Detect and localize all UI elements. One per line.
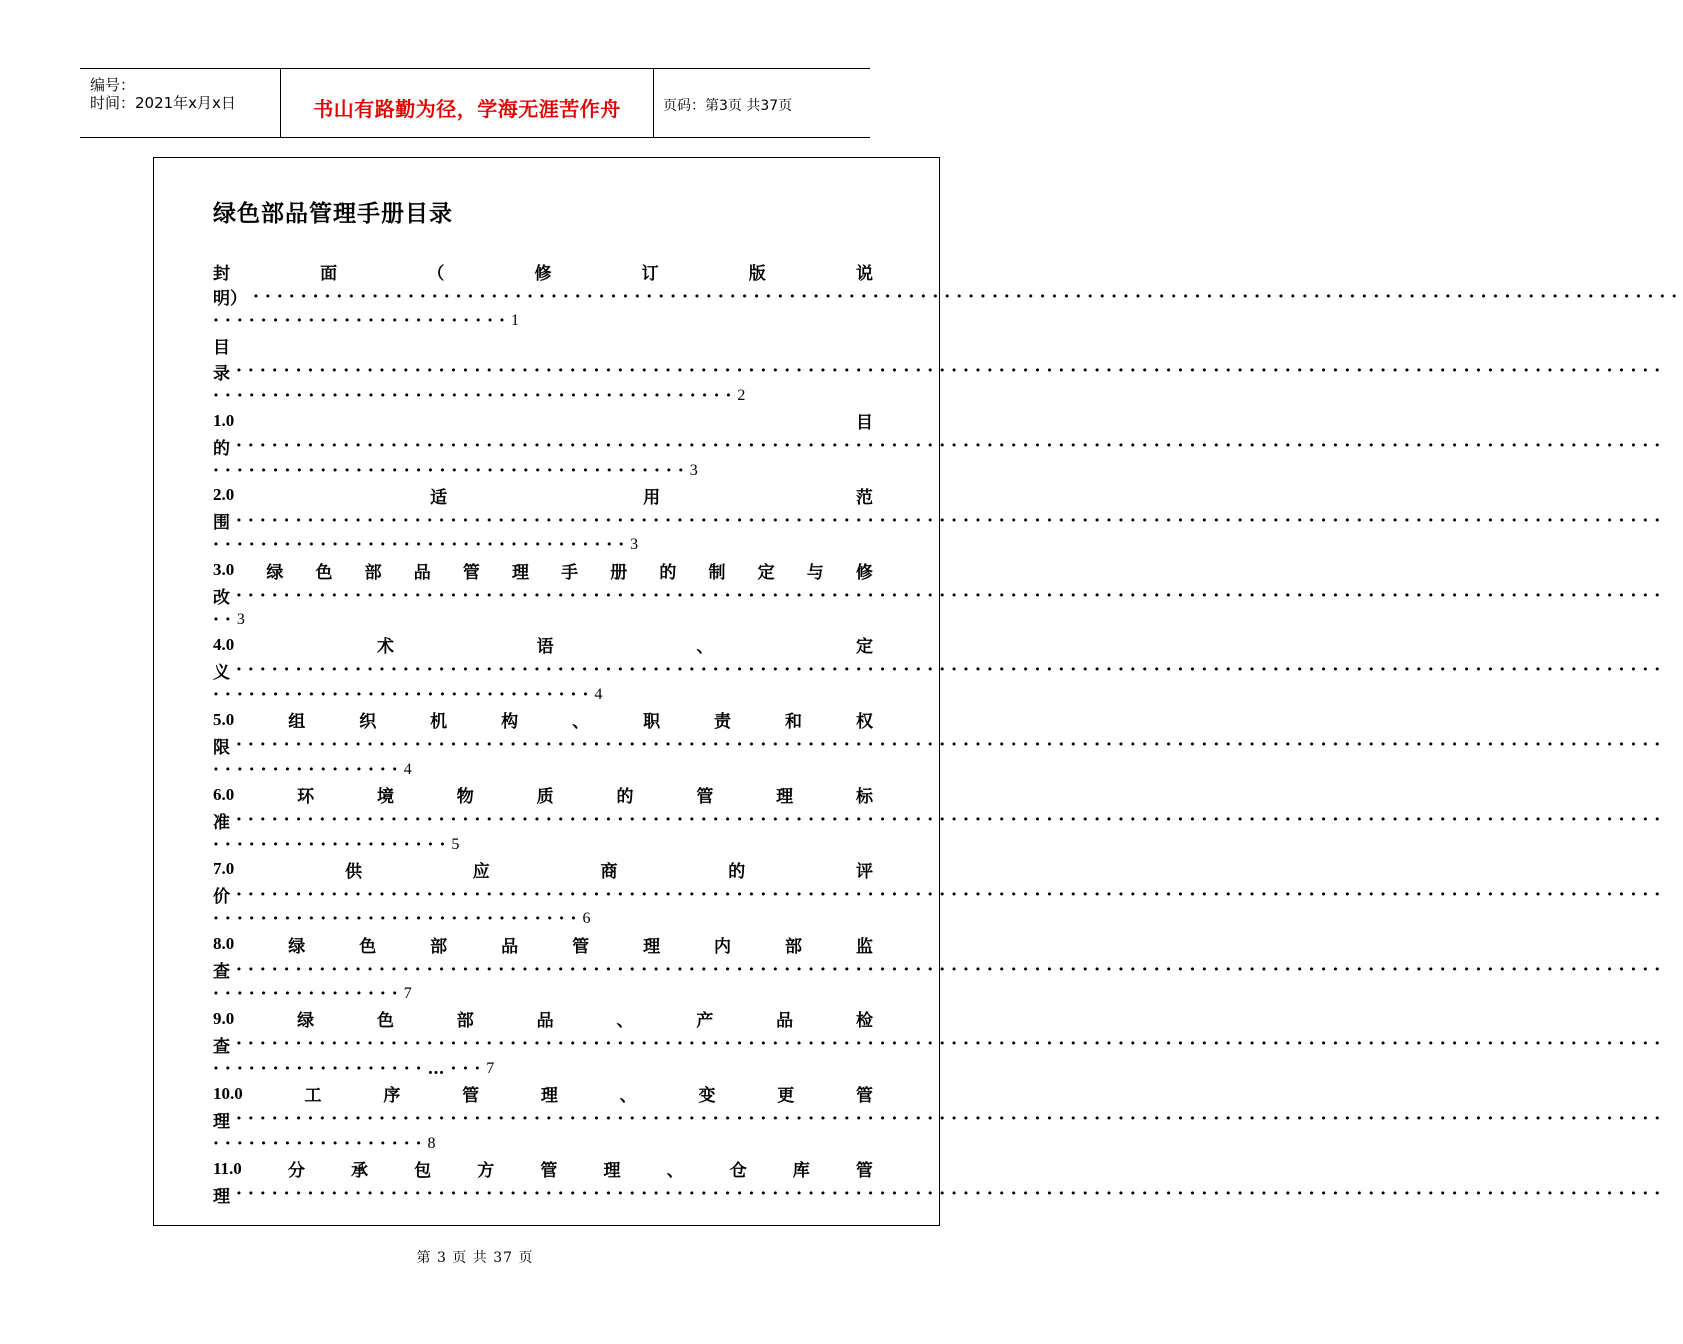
toc-page-number: 4 <box>594 685 603 703</box>
toc-title-char: 理 <box>540 1086 558 1107</box>
toc-title-char: 管 <box>540 1161 558 1182</box>
toc-tail-dots: ································ <box>213 684 595 705</box>
toc-title-char: 修 <box>534 263 552 284</box>
toc-leader-dots: ························································································································ <box>236 810 1667 831</box>
toc-title-char: 理 <box>776 787 794 808</box>
toc-title-char: 色 <box>376 1011 394 1032</box>
toc-title-char: 包 <box>414 1161 432 1182</box>
toc-section-number: 3.0 <box>213 560 235 580</box>
toc-title-char: 定 <box>856 637 873 658</box>
toc-section-number: 9.0 <box>213 1008 235 1028</box>
toc-tail-dots: ······························· <box>213 909 583 930</box>
toc-entry-leader-line <box>213 359 1667 384</box>
toc-title-char: 管 <box>696 787 714 808</box>
toc-leader-dots: ························································································································ <box>236 1109 1667 1130</box>
toc-entry <box>213 782 1667 857</box>
toc-title-last: 的 <box>213 438 230 459</box>
document-title: 绿色部品管理手册目录 <box>213 200 453 227</box>
toc-entry-title-line <box>213 408 873 434</box>
toc-title-char: 变 <box>698 1086 716 1107</box>
toc-entry-page-line <box>213 907 873 931</box>
time-label: 时间：2021年x月x日 <box>90 94 236 112</box>
toc-title-char: 构 <box>501 712 519 733</box>
toc-entry-title-line <box>213 632 873 658</box>
toc-title-char: 环 <box>297 787 315 808</box>
toc-entry-title-line <box>213 782 873 808</box>
toc-title-last: 查 <box>213 962 230 983</box>
toc-title-char: 理 <box>512 562 529 583</box>
toc-title-char: 范 <box>855 487 873 508</box>
toc-tail-dots: ················ <box>213 759 404 780</box>
toc-entry-leader-line <box>213 882 1667 908</box>
toc-section-number: 6.0 <box>213 784 235 804</box>
toc-title-char: 部 <box>785 936 802 957</box>
number-label: 编号： <box>90 76 136 94</box>
toc-title-char: 语 <box>536 637 554 658</box>
header-table <box>80 68 870 138</box>
toc-leader-dots: ························································································································ <box>236 959 1667 980</box>
toc-tail-dots: ·················· <box>213 1133 428 1154</box>
toc-title-last: 改 <box>213 588 230 609</box>
toc-entry <box>213 258 1683 333</box>
toc-entry-leader-line <box>213 658 1667 683</box>
toc-title-char: 序 <box>383 1086 401 1107</box>
toc-title-char: 部 <box>430 936 448 957</box>
toc-tail-dots: ··································· <box>213 535 631 556</box>
toc-page-number: 7 <box>403 985 412 1003</box>
toc-section-number: 7.0 <box>213 859 235 879</box>
toc-entry-page-line <box>213 833 873 857</box>
toc-page-number: 4 <box>403 760 412 778</box>
toc-entry <box>213 1081 1667 1156</box>
toc-title-char: 术 <box>376 637 394 658</box>
toc-entry-leader-line <box>213 1107 1667 1132</box>
toc-title-char: 境 <box>376 787 394 808</box>
toc-title-char: 机 <box>430 712 448 733</box>
toc-entry-page-line <box>213 982 873 1006</box>
toc-title-char: 管 <box>572 936 590 957</box>
toc-title-char: 组 <box>288 712 306 733</box>
toc-tail-dots: ················ <box>213 984 404 1005</box>
toc-entry-page-line <box>213 758 873 782</box>
toc-entry-title-line <box>213 1156 873 1182</box>
toc-title-char: 权 <box>855 712 873 733</box>
toc-entry-page-line <box>213 533 873 557</box>
toc-title-char: 管 <box>462 1086 480 1107</box>
toc-leader-dots: ························································································································ <box>236 1034 1667 1055</box>
toc-title-last: 明） <box>213 289 247 309</box>
toc-page-number: 3 <box>689 461 698 479</box>
toc-entry-title-line <box>213 258 873 284</box>
toc-title-char: 绿 <box>297 1011 315 1032</box>
toc-entry <box>213 931 1667 1006</box>
toc-title-char: 评 <box>856 861 873 882</box>
toc-title-char: 绿 <box>288 936 306 957</box>
toc-title-char: 方 <box>477 1161 495 1182</box>
toc-title-char: 检 <box>856 1011 873 1032</box>
toc-title-char: 产 <box>696 1011 714 1032</box>
motto-text: 书山有路勤为径，学海无涯苦作舟 <box>313 97 621 121</box>
toc-title-char: 适 <box>430 487 448 508</box>
page-info: 页码：第3页 共37页 <box>663 98 793 114</box>
toc-entry-title-line <box>213 1006 873 1032</box>
toc-title-char: 理 <box>643 936 661 957</box>
toc-entry-title-line <box>213 557 873 583</box>
toc-leader-dots: ························································································································ <box>236 585 1667 606</box>
toc-section-number: 8.0 <box>213 934 235 954</box>
toc-title-char: 的 <box>728 861 746 882</box>
toc-section-number: 4.0 <box>213 634 235 654</box>
toc-title-char: 面 <box>320 263 338 284</box>
toc-entry-title-line <box>213 333 873 359</box>
toc-entry-leader-line <box>213 434 1667 459</box>
toc-title-char: 工 <box>304 1086 322 1107</box>
toc-entry-page-line <box>213 608 873 632</box>
toc-leader-dots: ························································································································ <box>253 286 1683 307</box>
toc-title-char: 目 <box>856 413 873 434</box>
toc-title-char: 、 <box>619 1086 637 1107</box>
toc-title-char: 管 <box>462 562 480 583</box>
toc-title-char: 品 <box>501 936 519 957</box>
toc-title-char: 、 <box>696 637 714 658</box>
toc-section-number: 11.0 <box>213 1158 242 1178</box>
toc-section-number: 1.0 <box>213 410 235 430</box>
toc-title-last: 限 <box>213 737 230 758</box>
page-footer: 第 3 页 共 37 页 <box>416 1250 534 1266</box>
toc-leader-dots: ························································································································ <box>236 510 1667 531</box>
toc-entry-leader-line <box>213 808 1667 833</box>
toc-title-char: 理 <box>603 1161 621 1182</box>
toc-title-char: 品 <box>536 1011 554 1032</box>
toc-title-char: 物 <box>456 787 474 808</box>
toc-entry <box>213 482 1667 557</box>
toc-title-char: 的 <box>616 787 634 808</box>
toc-leader-dots: ························································································································ <box>236 436 1667 457</box>
toc-title-char: 册 <box>610 562 628 583</box>
toc-tail-dots: ········································ <box>213 460 690 481</box>
toc-title-char: 版 <box>748 263 766 284</box>
toc-entry <box>213 856 1667 931</box>
toc-title-last: 围 <box>213 513 230 534</box>
toc-title-char: 目 <box>213 338 230 359</box>
toc-title-char: 色 <box>359 936 377 957</box>
toc-title-char: 说 <box>855 263 873 284</box>
toc-entry-leader-line <box>213 1182 1667 1207</box>
toc-title-char: 与 <box>806 562 824 583</box>
toc-entry <box>213 632 1667 707</box>
toc-title-char: 职 <box>643 712 661 733</box>
toc-entry-title-line <box>213 482 873 508</box>
toc-leader-dots: ························································································································ <box>236 361 1667 382</box>
header-page-cell <box>663 69 870 137</box>
toc-entry <box>213 1156 1667 1231</box>
toc-title-last: 价 <box>213 887 230 908</box>
toc-title-last: 准 <box>213 812 230 833</box>
toc-title-char: 品 <box>413 562 431 583</box>
toc-title-last: 理 <box>213 1111 230 1132</box>
toc-leader-dots: ························································································································ <box>236 1184 1667 1205</box>
toc-tail-dots: ························· <box>213 311 511 331</box>
toc-title-char: （ <box>427 263 445 284</box>
toc-page-number: 8 <box>427 1134 436 1152</box>
toc-title-char: 部 <box>456 1011 474 1032</box>
toc-page-number: 5 <box>451 835 460 853</box>
toc-entry <box>213 408 1667 483</box>
toc-title-char: 、 <box>572 712 590 733</box>
toc-tail-dots: ···················· <box>213 834 452 855</box>
toc-title-char: 色 <box>315 562 333 583</box>
toc-title-char: 仓 <box>729 1161 747 1182</box>
toc-title-char: 修 <box>855 562 873 583</box>
toc-title-char: 更 <box>777 1086 795 1107</box>
toc-title-char: 管 <box>855 1161 873 1182</box>
toc-entry-title-line <box>213 856 873 882</box>
toc-entry-title-line <box>213 707 873 733</box>
toc-section-number: 2.0 <box>213 485 235 505</box>
toc-title-char: 标 <box>856 787 873 808</box>
toc-title-char: 质 <box>536 787 554 808</box>
toc-title-char: 库 <box>792 1161 810 1182</box>
toc-title-char: 监 <box>855 936 873 957</box>
toc-entry-title-line <box>213 1081 873 1107</box>
toc-title-char: 责 <box>714 712 732 733</box>
toc-title-char: 商 <box>600 861 618 882</box>
toc-title-last: 义 <box>213 662 230 683</box>
toc-page-number: 6 <box>582 910 591 928</box>
toc-entry-leader-line <box>213 733 1667 758</box>
toc-title-char: 应 <box>472 861 490 882</box>
toc-title-char: 订 <box>641 263 659 284</box>
toc-entry <box>213 707 1667 782</box>
toc-section-number: 5.0 <box>213 709 235 729</box>
toc-entry-title-line <box>213 931 873 957</box>
toc-tail-dots: ·· <box>213 610 237 631</box>
toc-title-char: 手 <box>561 562 579 583</box>
header-meta-cell <box>80 69 281 137</box>
toc-title-last: 录 <box>213 363 230 384</box>
toc-entry <box>213 333 1667 408</box>
content-frame <box>153 157 1683 1226</box>
toc-title-char: 制 <box>708 562 726 583</box>
toc-entry <box>213 1006 1667 1081</box>
toc-tail-dots: ············································ <box>213 385 738 406</box>
toc-title-char: 分 <box>287 1161 305 1182</box>
toc-title-char: 织 <box>359 712 377 733</box>
toc-title-char: 品 <box>776 1011 794 1032</box>
toc-entry-leader-line <box>213 583 1667 609</box>
toc-entry-page-line <box>213 384 873 408</box>
toc-page-number: 3 <box>630 536 639 554</box>
toc-title-char: 和 <box>785 712 802 733</box>
toc-title-char: 供 <box>345 861 362 882</box>
toc-title-char: 、 <box>616 1011 634 1032</box>
toc-title-char: 部 <box>364 562 382 583</box>
toc-tail-dots: ··················…··· <box>213 1058 487 1079</box>
toc-entry <box>213 557 1667 632</box>
toc-leader-dots: ························································································································ <box>236 735 1667 756</box>
toc-section-number: 10.0 <box>213 1083 243 1103</box>
toc-entry-page-line <box>213 1057 873 1081</box>
toc-page-number: 7 <box>486 1059 495 1077</box>
toc-title-char: 的 <box>659 562 677 583</box>
toc-title-char: 定 <box>757 562 775 583</box>
toc-page-number: 2 <box>737 386 746 404</box>
toc-entry-leader-line <box>213 957 1667 983</box>
toc-title-char: 封 <box>213 263 230 284</box>
table-of-contents <box>213 258 1683 1230</box>
toc-title-char: 用 <box>643 487 661 508</box>
toc-entry-page-line <box>213 309 873 333</box>
toc-entry-leader-line <box>213 1032 1667 1057</box>
toc-title-last: 查 <box>213 1036 230 1057</box>
header-motto-cell <box>281 69 654 137</box>
toc-title-char: 内 <box>714 936 732 957</box>
toc-leader-dots: ························································································································ <box>236 884 1667 905</box>
toc-title-char: 绿 <box>266 562 284 583</box>
toc-leader-dots: ························································································································ <box>236 660 1667 681</box>
toc-title-last: 理 <box>213 1186 230 1207</box>
toc-page-number: 1 <box>510 312 519 329</box>
toc-entry-page-line <box>213 683 873 707</box>
toc-title-char: 承 <box>351 1161 369 1182</box>
toc-page-number: 3 <box>236 611 245 629</box>
toc-title-char: 、 <box>666 1161 684 1182</box>
toc-entry-page-line <box>213 1132 873 1156</box>
toc-entry-page-line <box>213 459 873 483</box>
toc-entry-leader-line <box>213 508 1667 534</box>
toc-title-char: 管 <box>856 1086 873 1107</box>
toc-entry-leader-line <box>213 284 1683 309</box>
